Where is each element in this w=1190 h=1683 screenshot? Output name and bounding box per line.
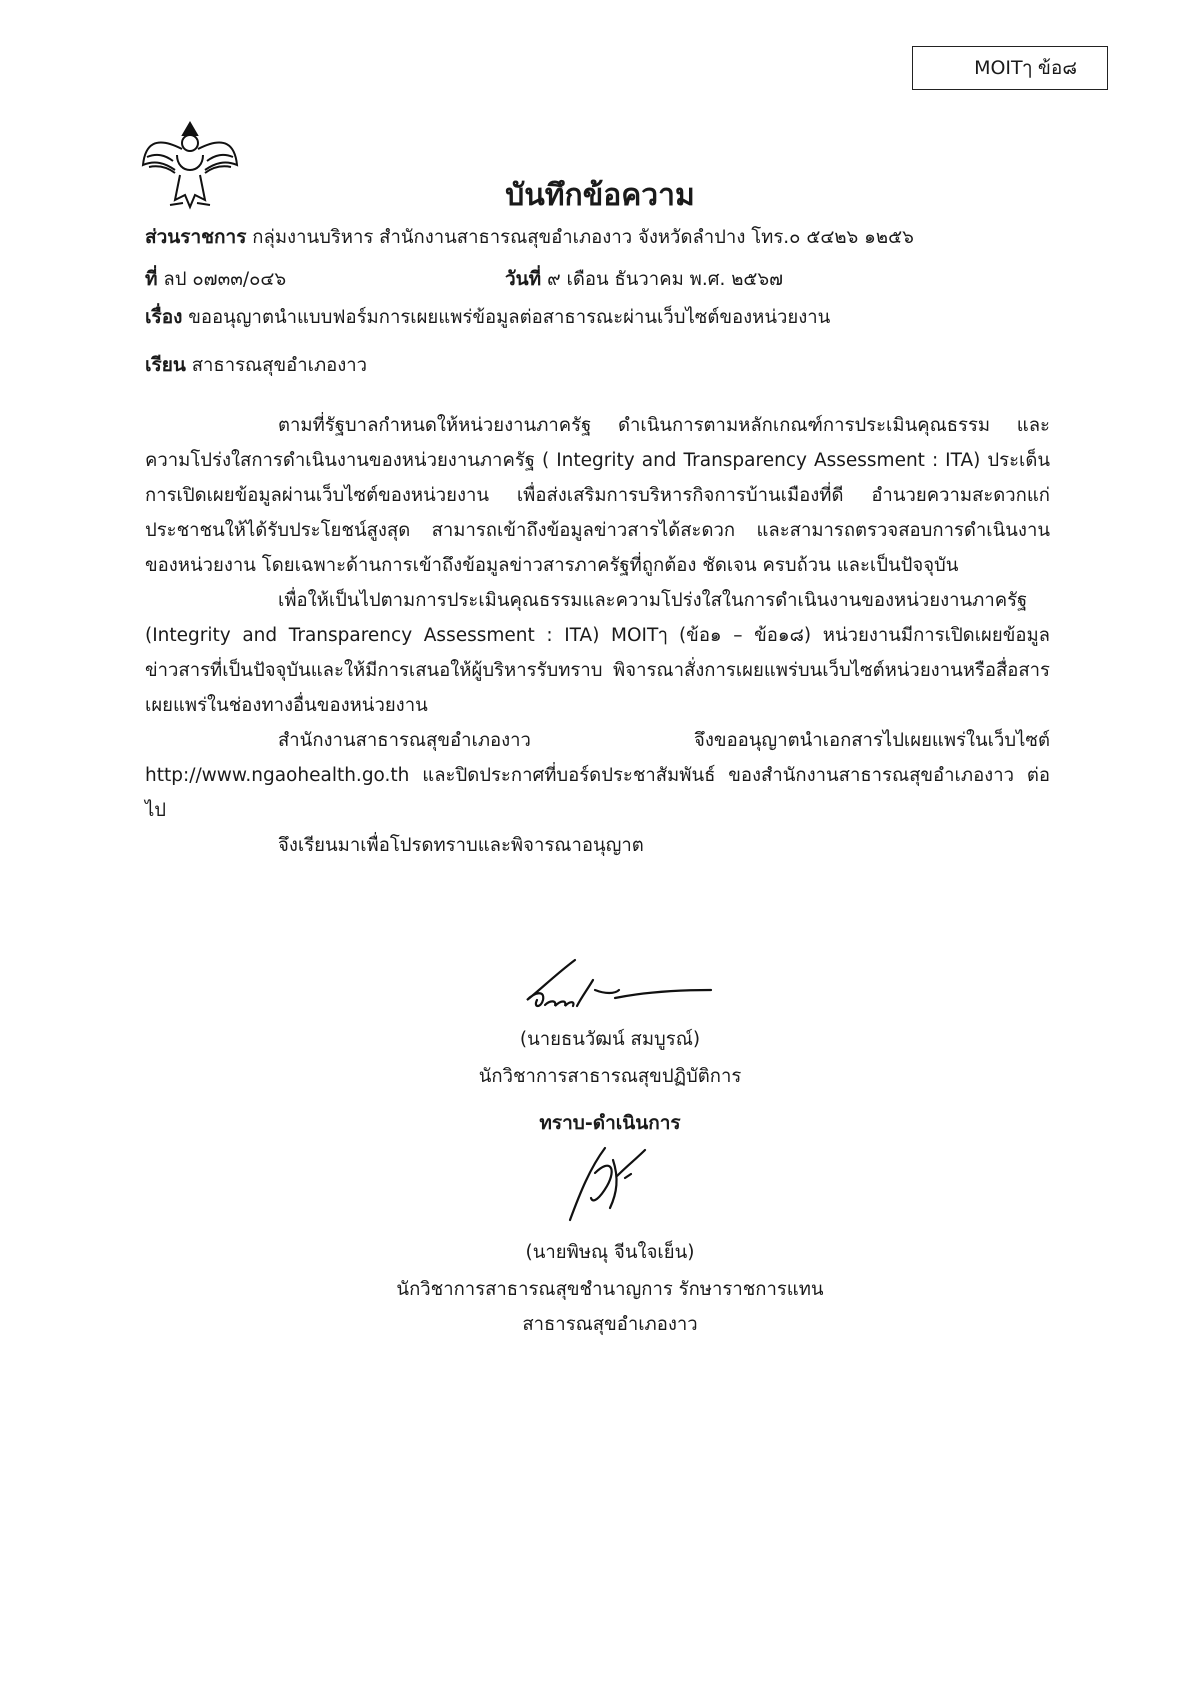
recipient-label: เรียน bbox=[145, 354, 186, 376]
ref-value: ลป ๐๗๓๓/๐๔๖ bbox=[163, 269, 287, 290]
memo-title: บันทึกข้อความ bbox=[505, 178, 695, 213]
signer-1-position: นักวิชาการสาธารณสุขปฏิบัติการ bbox=[478, 1066, 742, 1087]
date-value: ๙ เดือน ธันวาคม พ.ศ. ๒๕๖๗ bbox=[547, 269, 784, 290]
reference-line bbox=[145, 264, 286, 294]
signature-1 bbox=[515, 950, 715, 1020]
subject-line bbox=[145, 302, 830, 332]
document-code-box bbox=[912, 46, 1108, 90]
body-paragraph-4: จึงเรียนมาเพื่อโปรดทราบและพิจารณาอนุญาต bbox=[278, 835, 644, 856]
signer-2-position-2: สาธารณสุขอำเภองาว bbox=[522, 1314, 698, 1335]
agency-line bbox=[145, 222, 914, 252]
body-paragraph-2: เพื่อให้เป็นไปตามการประเมินคุณธรรมและความโปร่งใสในการดำเนินงานของหน่วยงานภาครัฐ (Integrity and Transparency Assessment : ITA) MOITๅ (ข้อ๑ – ข้อ๑๘) หน่วยงานมีการเปิดเผยข้อมูลข่าวสารที่เป็นปัจจุบันและให้มีการเสนอให้ผู้บริหารรับทราบ พิจารณาสั่งการเผยแพร่บนเว็บไซต์หน่วยงานหรือสื่อสารเผยแพร่ในช่องทางอื่นของหน่วยงาน bbox=[145, 590, 1050, 716]
date-label: วันที่ bbox=[505, 268, 542, 290]
subject-label: เรื่อง bbox=[145, 306, 183, 328]
recipient-value: สาธารณสุขอำเภองาว bbox=[191, 355, 368, 376]
signature-2 bbox=[555, 1138, 665, 1228]
memo-body bbox=[145, 408, 1050, 863]
date-line bbox=[505, 264, 783, 294]
body-paragraph-1: ตามที่รัฐบาลกำหนดให้หน่วยงานภาครัฐ ดำเนินการตามหลักเกณฑ์การประเมินคุณธรรม และความโปร่งใสการดำเนินงานของหน่วยงานภาครัฐ ( Integrity and Transparency Assessment : ITA) ประเด็นการเปิดเผยข้อมูลผ่านเว็บไซต์ของหน่วยงาน เพื่อส่งเสริมการบริหารกิจการบ้านเมืองที่ดี อำนวยความสะดวกแก่ประชาชนให้ได้รับประโยชน์สูงสุด สามารถเข้าถึงข้อมูลข่าวสารได้สะดวก และสามารถตรวจสอบการดำเนินงานของหน่วยงาน โดยเฉพาะด้านการเข้าถึงข้อมูลข่าวสารภาครัฐที่ถูกต้อง ชัดเจน ครบถ้วน และเป็นปัจจุบัน bbox=[145, 415, 1050, 576]
signer-2-name: (นายพิษณุ จีนใจเย็น) bbox=[525, 1242, 695, 1263]
ref-label: ที่ bbox=[145, 268, 158, 290]
document-code: MOITๅ ข้อ๘ bbox=[974, 57, 1077, 79]
recipient-line bbox=[145, 350, 367, 380]
signer-1-name: (นายธนวัฒน์ สมบูรณ์) bbox=[519, 1029, 701, 1050]
approval-note: ทราบ-ดำเนินการ bbox=[539, 1112, 681, 1134]
subject-value: ขออนุญาตนำแบบฟอร์มการเผยแพร่ข้อมูลต่อสาธารณะผ่านเว็บไซต์ของหน่วยงาน bbox=[188, 307, 831, 328]
agency-label: ส่วนราชการ bbox=[145, 226, 247, 248]
body-paragraph-3: สำนักงานสาธารณสุขอำเภองาว จึงขออนุญาตนำเอกสารไปเผยแพร่ในเว็บไซต์ http://www.ngaohealth.go.th และปิดประกาศที่บอร์ดประชาสัมพันธ์ ของสำนักงานสาธารณสุขอำเภองาว ต่อไป bbox=[145, 730, 1050, 821]
agency-value: กลุ่มงานบริหาร สำนักงานสาธารณสุขอำเภองาว จังหวัดลำปาง โทร.๐ ๕๔๒๖ ๑๒๕๖ bbox=[252, 227, 914, 248]
signer-2-position: นักวิชาการสาธารณสุขชำนาญการ รักษาราชการแทน bbox=[396, 1279, 824, 1300]
